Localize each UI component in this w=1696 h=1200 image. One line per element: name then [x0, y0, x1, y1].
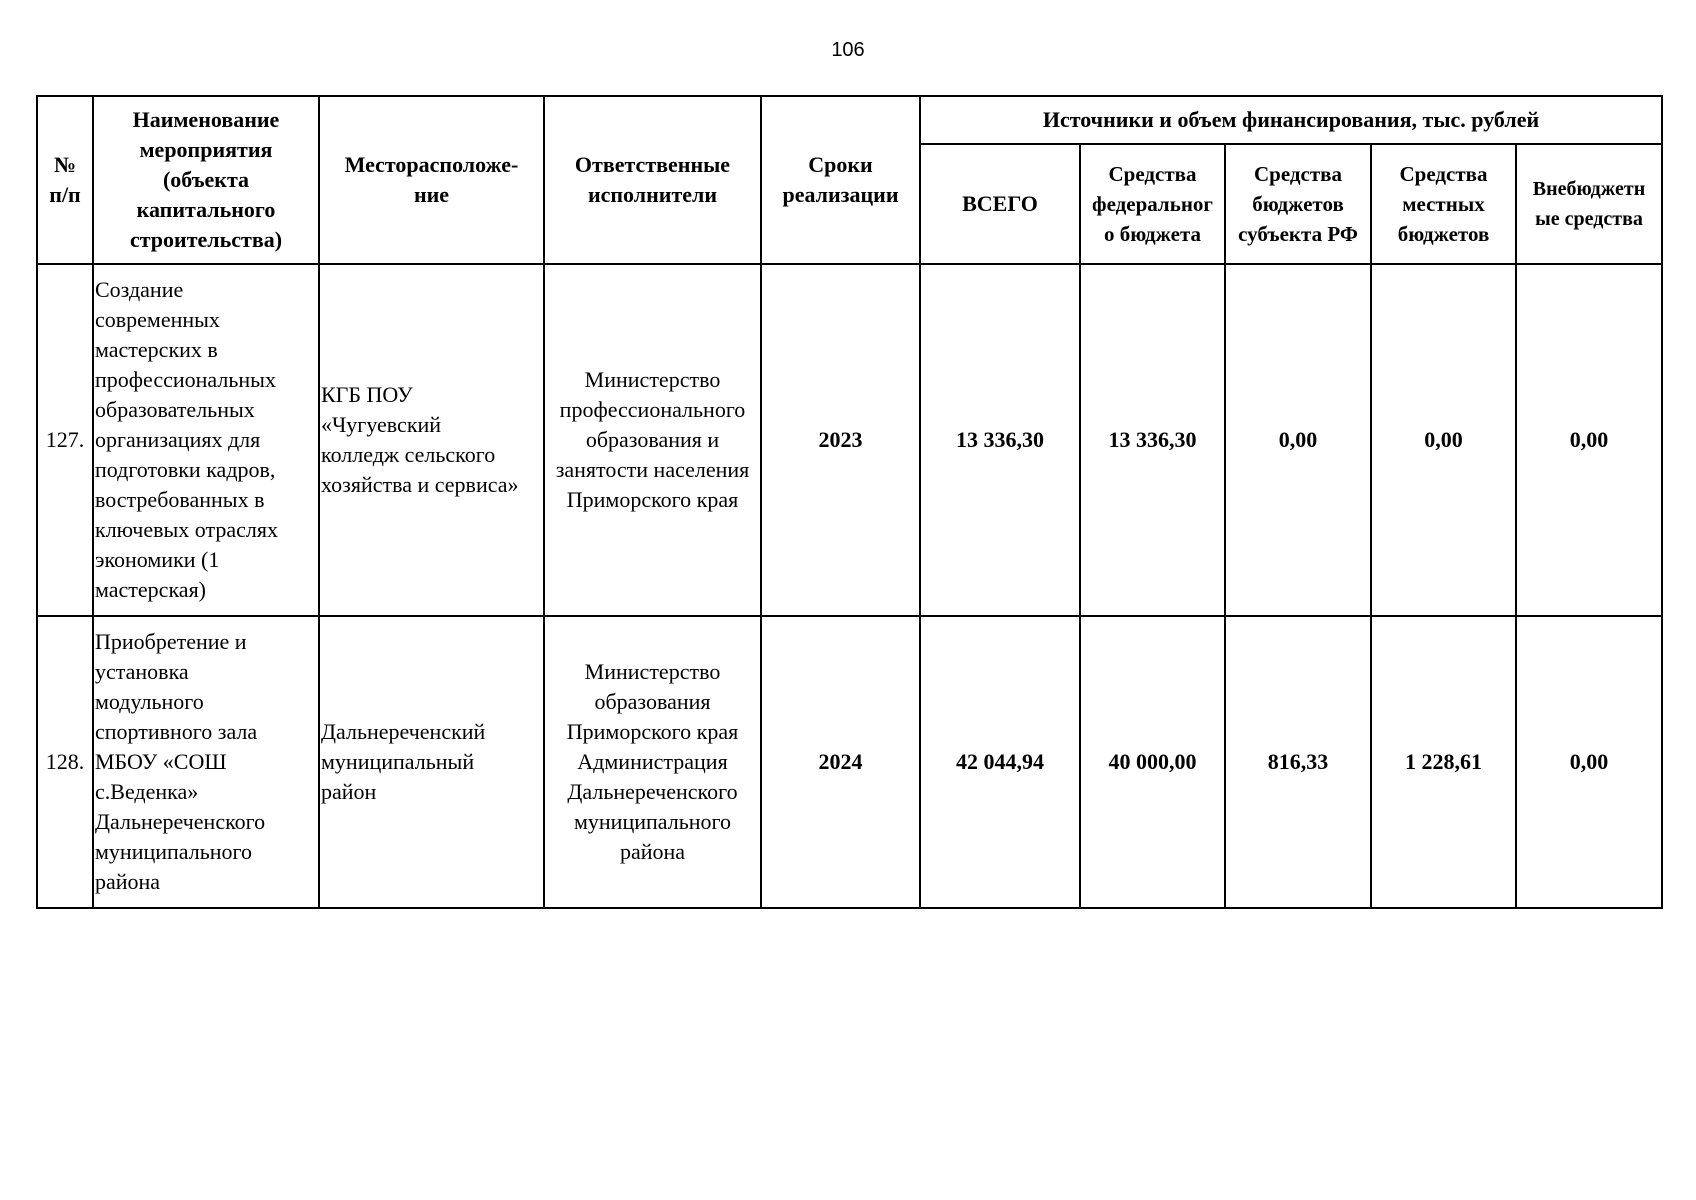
amount-total: 13 336,30 — [920, 264, 1080, 616]
header-name: Наименование мероприятия (объекта капитального строительства) — [93, 96, 319, 264]
event-terms: 2024 — [761, 616, 920, 908]
event-responsible: Министерство профессионального образования и занятости населения Приморского края — [544, 264, 761, 616]
header-terms: Сроки реализации — [761, 96, 920, 264]
amount-subject: 0,00 — [1225, 264, 1371, 616]
financing-table — [36, 95, 1663, 909]
header-federal: Средства федеральног о бюджета — [1080, 144, 1225, 264]
table-row — [37, 264, 1662, 616]
event-terms: 2023 — [761, 264, 920, 616]
header-total: ВСЕГО — [920, 144, 1080, 264]
amount-federal: 13 336,30 — [1080, 264, 1225, 616]
header-extra: Внебюджетн ые средства — [1516, 144, 1662, 264]
amount-local: 0,00 — [1371, 264, 1516, 616]
amount-extra: 0,00 — [1516, 264, 1662, 616]
amount-federal: 40 000,00 — [1080, 616, 1225, 908]
row-number: 128. — [37, 616, 93, 908]
event-location: КГБ ПОУ «Чугуевский колледж сельского хозяйства и сервиса» — [319, 264, 544, 616]
header-sources: Источники и объем финансирования, тыс. рублей — [920, 96, 1662, 144]
header-subject: Средства бюджетов субъекта РФ — [1225, 144, 1371, 264]
amount-subject: 816,33 — [1225, 616, 1371, 908]
header-location: Месторасположе- ние — [319, 96, 544, 264]
header-responsible: Ответственные исполнители — [544, 96, 761, 264]
page-number: 106 — [831, 39, 865, 61]
amount-local: 1 228,61 — [1371, 616, 1516, 908]
event-location: Дальнереченский муниципальный район — [319, 616, 544, 908]
header-row-1 — [37, 96, 1662, 144]
header-local: Средства местных бюджетов — [1371, 144, 1516, 264]
event-responsible: Министерство образования Приморского края Администрация Дальнереченского муниципального района — [544, 616, 761, 908]
row-number: 127. — [37, 264, 93, 616]
table-row — [37, 616, 1662, 908]
event-name: Создание современных мастерских в профессиональных образовательных организациях для подготовки кадров, востребованных в ключевых отраслях экономики (1 мастерская) — [93, 264, 319, 616]
event-name: Приобретение и установка модульного спортивного зала МБОУ «СОШ с.Веденка» Дальнереченского муниципального района — [93, 616, 319, 908]
amount-extra: 0,00 — [1516, 616, 1662, 908]
amount-total: 42 044,94 — [920, 616, 1080, 908]
header-num: № п/п — [37, 96, 93, 264]
